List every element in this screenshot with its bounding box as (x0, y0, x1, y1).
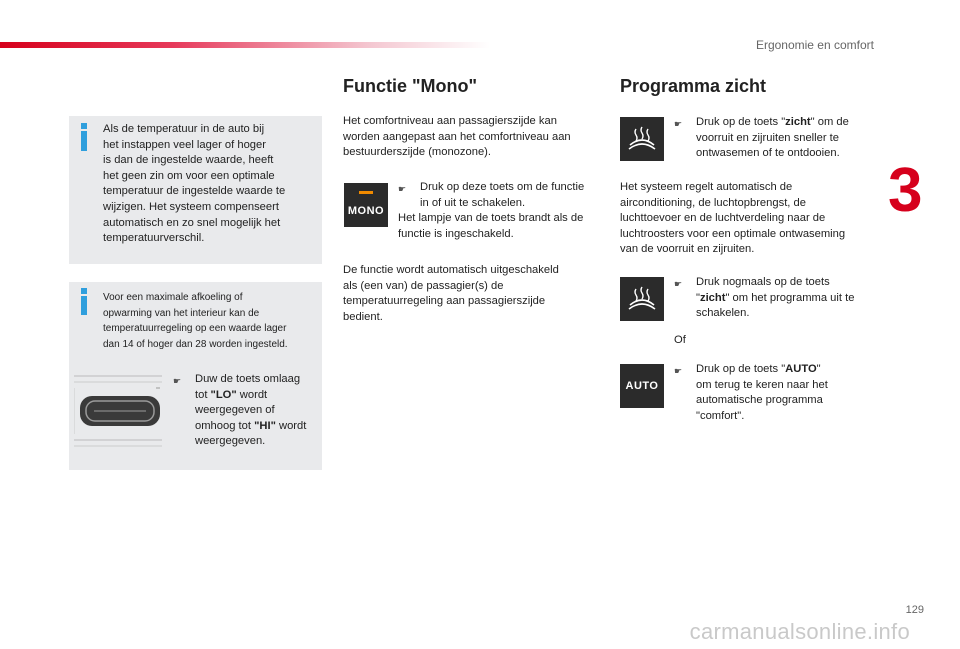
step-mono: ☛ Druk op deze toets om de functie in of uit te schakelen. Het lampje van de toets brandt als de functie is ingeschakeld. (398, 181, 585, 240)
step-auto: ☛ Druk op de toets "AUTO" om terug te keren naar het automatische programma "comfort". (674, 363, 828, 422)
arrow-marker-icon: ☛ (674, 119, 683, 129)
step-lo-hi: ☛ Duw de toets omlaag tot "LO" wordt weergegeven of omhoog tot "HI" wordt weergegeven. (173, 373, 307, 448)
auto-button (620, 364, 664, 408)
mono-section-title: Functie "Mono" (343, 76, 478, 96)
zicht-description: Het systeem regelt automatisch de airconditioning, de luchtopbrengst, de luchttoevoer en de luchtverdeling naar de luchtroosters voor een optimale ontwaseming van de voorruit en zijruiten. (620, 181, 846, 256)
mono-indicator-light (359, 191, 373, 194)
info-box-text: Als de temperatuur in de auto bij het instappen veel lager of hoger is dan de ingestelde waarde, heeft het geen zin om voor een optimale temperatuur de ingestelde waarde te wijzigen. Het systeem compenseert automatisch en zo snel mogelijk het temperatuurverschil. (103, 123, 286, 245)
arrow-marker-icon: ☛ (398, 184, 407, 194)
zicht-section-title: Programma zicht (620, 76, 767, 96)
info-icon (81, 296, 87, 315)
arrow-marker-icon: ☛ (674, 279, 683, 289)
windscreen-defrost-icon (627, 125, 657, 153)
step-zicht-on: ☛ Druk op de toets "zicht" om de voorruit en zijruiten sneller te ontwasemen of te ontdooien. (674, 116, 849, 160)
mono-outro: De functie wordt automatisch uitgeschakeld als (een van) de passagier(s) de temperatuurregeling aan passagierszijde bedient. (343, 264, 559, 323)
auto-button-label: AUTO (625, 380, 659, 392)
temperature-control-panel-image (74, 370, 162, 448)
chapter-number: 3 (888, 156, 923, 225)
page-number: 129 (905, 604, 924, 616)
arrow-marker-icon: ☛ (173, 376, 182, 386)
header-accent-bar (0, 42, 490, 48)
mono-button-label: MONO (347, 205, 385, 217)
watermark: carmanualsonline.info (689, 619, 910, 644)
info-box-text: Voor een maximale afkoeling of opwarming van het interieur kan de temperatuurregeling op een waarde lager dan 14 of hoger dan 28 worden ingesteld. (103, 292, 288, 350)
info-box-temperature (69, 116, 322, 264)
info-box-lo-hi (69, 282, 322, 470)
or-separator: Of (674, 334, 686, 346)
windscreen-defrost-icon (627, 285, 657, 313)
chapter-title: Ergonomie en comfort (755, 38, 874, 52)
mono-button (344, 183, 388, 227)
step-zicht-off: ☛ Druk nogmaals op de toets "zicht" om het programma uit te schakelen. (674, 276, 855, 320)
defrost-button-2 (620, 277, 664, 321)
info-icon (81, 131, 87, 151)
defrost-button (620, 117, 664, 161)
arrow-marker-icon: ☛ (674, 366, 683, 376)
mono-intro: Het comfortniveau aan passagierszijde kan worden aangepast aan het comfortniveau aan bestuurderszijde (monozone). (343, 115, 571, 159)
